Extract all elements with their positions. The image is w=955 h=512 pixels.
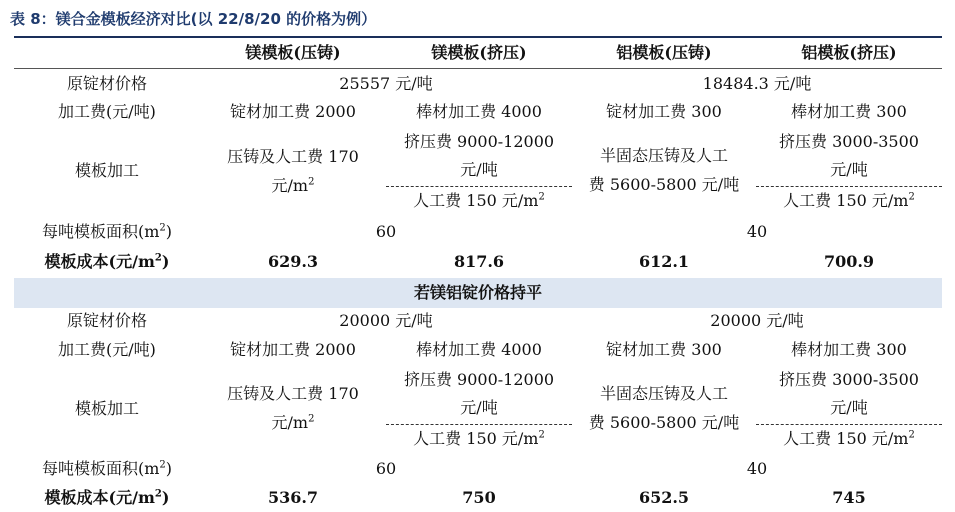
s2-al-ext-line1: 挤压费 3000-3500 — [779, 370, 919, 389]
s2-area-al: 40 — [746, 459, 768, 478]
s1-tmpl-label: 模板加工 — [74, 161, 139, 180]
s1-al-ext-line3: 人工费 150 元$/m^2$ — [783, 191, 915, 210]
s2-proc-al-die: 锭材加工费 300 — [606, 340, 722, 359]
s2-al-die-line1: 半固态压铸及人工 — [599, 384, 728, 403]
s1-cost-al-die: 612.1 — [638, 252, 690, 271]
s1-proc-mg-ext: 棒材加工费 4000 — [416, 102, 542, 121]
s2-proc-al-ext: 棒材加工费 300 — [791, 340, 907, 359]
s2-cost-label: 模板成本(元$/m^2$) — [44, 488, 170, 507]
s1-area-label: 每吨模板面积$(m^2)$ — [41, 222, 173, 241]
s2-al-die-line2: 费 5600-5800 元/吨 — [588, 413, 740, 432]
section-band-title: 若镁铝锭价格持平 — [413, 283, 542, 302]
s1-cost-mg-ext: 817.6 — [453, 252, 505, 271]
header-rule — [14, 68, 942, 69]
s2-mg-ext-line3: 人工费 150 元$/m^2$ — [413, 429, 545, 448]
s1-proc-al-ext: 棒材加工费 300 — [791, 102, 907, 121]
s1-mg-ext-line1: 挤压费 9000-12000 — [403, 132, 555, 151]
s1-raw-label: 原锭材价格 — [66, 74, 147, 93]
s1-mg-die-line1: 压铸及人工费 170 — [227, 147, 359, 166]
s1-mg-ext-line2: 元/吨 — [460, 160, 498, 179]
s1-area-mg: 60 — [375, 222, 397, 241]
s1-raw-al: 18484.3 元/吨 — [702, 74, 812, 93]
s1-al-ext-line1: 挤压费 3000-3500 — [779, 132, 919, 151]
s2-area-label: 每吨模板面积$(m^2)$ — [41, 459, 173, 478]
s1-proc-mg-die: 锭材加工费 2000 — [230, 102, 356, 121]
s1-proc-al-die: 锭材加工费 300 — [606, 102, 722, 121]
s1-proc-label: 加工费(元/吨) — [58, 102, 156, 121]
s1-mg-ext-line3: 人工费 150 元$/m^2$ — [413, 191, 545, 210]
s2-cost-mg-die: 536.7 — [267, 488, 319, 507]
s1-al-ext-line2: 元/吨 — [830, 160, 868, 179]
col-header-al-ext: 铝模板(挤压) — [801, 43, 897, 62]
s2-proc-mg-die: 锭材加工费 2000 — [230, 340, 356, 359]
s1-al-die-line1: 半固态压铸及人工 — [599, 146, 728, 165]
s2-mg-die-line2: 元$/m^2$ — [271, 413, 315, 432]
s2-tmpl-label: 模板加工 — [74, 399, 139, 418]
s2-al-ext-line3: 人工费 150 元$/m^2$ — [783, 429, 915, 448]
s2-cost-mg-ext: 750 — [462, 488, 496, 507]
s2-mg-ext-line1: 挤压费 9000-12000 — [403, 370, 555, 389]
s2-raw-mg: 20000 元/吨 — [339, 311, 433, 330]
s2-mg-die-line1: 压铸及人工费 170 — [227, 384, 359, 403]
s2-proc-label: 加工费(元/吨) — [58, 340, 156, 359]
s2-area-mg: 60 — [375, 459, 397, 478]
s1-area-al: 40 — [746, 222, 768, 241]
s2-cost-al-ext: 745 — [832, 488, 866, 507]
s2-raw-al: 20000 元/吨 — [710, 311, 804, 330]
col-header-mg-die: 镁模板(压铸) — [245, 43, 341, 62]
col-header-mg-ext: 镁模板(挤压) — [431, 43, 527, 62]
s2-raw-label: 原锭材价格 — [66, 311, 147, 330]
s1-al-die-line2: 费 5600-5800 元/吨 — [588, 175, 740, 194]
s2-al-ext-line2: 元/吨 — [830, 398, 868, 417]
s1-raw-mg: 25557 元/吨 — [339, 74, 433, 93]
s1-mg-die-line2: 元$/m^2$ — [271, 176, 315, 195]
s2-mg-ext-line2: 元/吨 — [460, 398, 498, 417]
s2-proc-mg-ext: 棒材加工费 4000 — [416, 340, 542, 359]
s2-cost-al-die: 652.5 — [638, 488, 690, 507]
s1-cost-al-ext: 700.9 — [823, 252, 875, 271]
table-caption: 表 8：镁合金模板经济对比(以 22/8/20 的价格为例） — [10, 10, 377, 28]
s1-cost-mg-die: 629.3 — [267, 252, 319, 271]
s1-cost-label: 模板成本(元$/m^2$) — [44, 252, 170, 271]
col-header-al-die: 铝模板(压铸) — [616, 43, 712, 62]
